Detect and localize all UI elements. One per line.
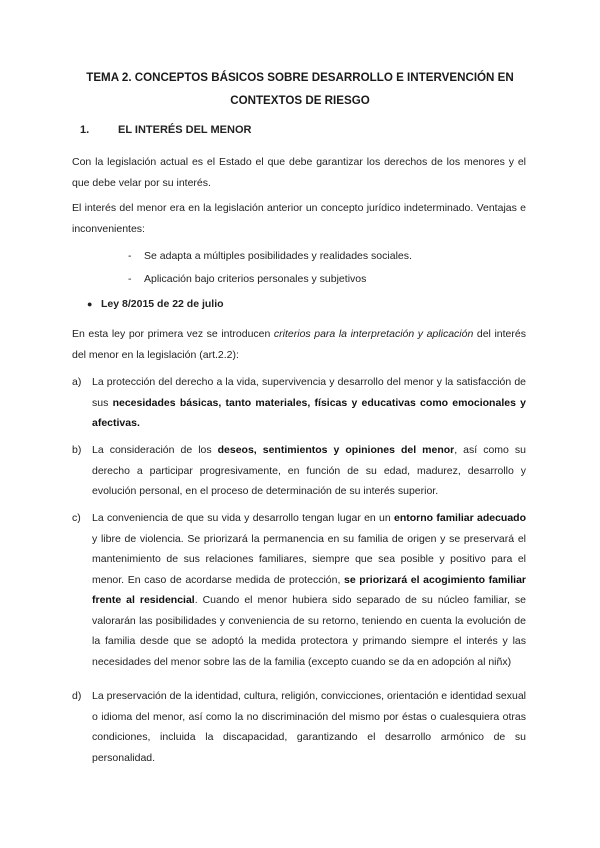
criterion-label: d): [72, 690, 82, 702]
paragraph-3-text-end: del interés del menor en la legislación (art.2.2):: [72, 328, 526, 361]
criterion-bold: deseos, sentimientos y opiniones del menor: [217, 444, 455, 456]
criterion-label: b): [72, 444, 82, 456]
criterion-text: La conveniencia de que su vida y desarrollo tengan lugar en un: [92, 512, 394, 524]
criterion-label: c): [72, 512, 81, 524]
criterion-text: La preservación de la identidad, cultura, religión, convicciones, orientación e identidad sexual o idioma del menor, así como la no discriminación del mismo por éstas o cualesquiera otras condiciones, incluida la discapacidad, garantizando el desarrollo armónico de su personalidad.: [92, 690, 526, 764]
criterion-a: [72, 372, 526, 434]
list-item-text: Aplicación bajo criterios personales y subjetivos: [144, 273, 367, 285]
section-title: EL INTERÉS DEL MENOR: [118, 124, 252, 136]
bullet-icon: ●: [87, 299, 93, 309]
paragraph-2: El interés del menor era en la legislación anterior un concepto jurídico indeterminado. Ventajas e inconvenientes:: [72, 202, 526, 235]
list-item: [128, 269, 508, 292]
criterion-d: [72, 686, 526, 768]
criterion-text: La consideración de los: [92, 444, 218, 456]
criterion-bold: necesidades básicas, tanto materiales, físicas y educativas como emocionales y afectivas.: [92, 396, 526, 429]
criterion-bold: entorno familiar adecuado: [394, 512, 526, 524]
title-line-2: CONTEXTOS DE RIESGO: [230, 94, 370, 107]
dash-marker: -: [128, 250, 132, 262]
law-heading: [87, 294, 224, 315]
paragraph-1: Con la legislación actual es el Estado el que debe garantizar los derechos de los menores y el que debe velar por su interés.: [72, 156, 526, 189]
paragraph-3-text: En esta ley por primera vez se introducen: [72, 328, 274, 340]
section-number: 1.: [80, 124, 90, 136]
criterion-bold: se priorizará el acogimiento familiar frente al residencial: [92, 573, 526, 606]
criterion-b: [72, 440, 526, 502]
section-heading: [80, 120, 251, 140]
paragraph-3-italic: criterios para la interpretación y aplicación: [273, 328, 474, 340]
criterion-text: y libre de violencia. Se priorizará la permanencia en su familia de origen y se preservará el mantenimiento de sus relaciones familiares, siempre que sea posible y positivo para el menor. En caso de acordarse medida de protección,: [92, 532, 526, 586]
document-title: [60, 66, 540, 112]
paragraph-3: [72, 324, 526, 365]
criterion-text: . Cuando el menor hubiera sido separado de su núcleo familiar, se valorarán las posibilidades y conveniencia de su retorno, teniendo en cuenta la evolución de la familia desde que se adoptó la medida protectora y primando siempre el interés y las necesidades del menor sobre las de la familia (excepto cuando se da en adopción al niñx): [92, 594, 526, 668]
criterion-text: La protección del derecho a la vida, supervivencia y desarrollo del menor y la satisfacción de sus: [92, 376, 526, 409]
criterion-c: [72, 508, 526, 672]
title-line-1: TEMA 2. CONCEPTOS BÁSICOS SOBRE DESARROLLO E INTERVENCIÓN EN: [86, 71, 514, 84]
list-item: [128, 246, 508, 269]
criterion-text: , así como su derecho a participar progresivamente, en función de su edad, madurez, desarrollo y evolución personal, en el proceso de determinación de su interés superior.: [92, 444, 526, 497]
dash-list: [128, 246, 508, 292]
law-heading-text: Ley 8/2015 de 22 de julio: [101, 298, 224, 310]
dash-marker: -: [128, 273, 132, 285]
list-item-text: Se adapta a múltiples posibilidades y realidades sociales.: [144, 250, 412, 262]
criterion-label: a): [72, 376, 82, 388]
